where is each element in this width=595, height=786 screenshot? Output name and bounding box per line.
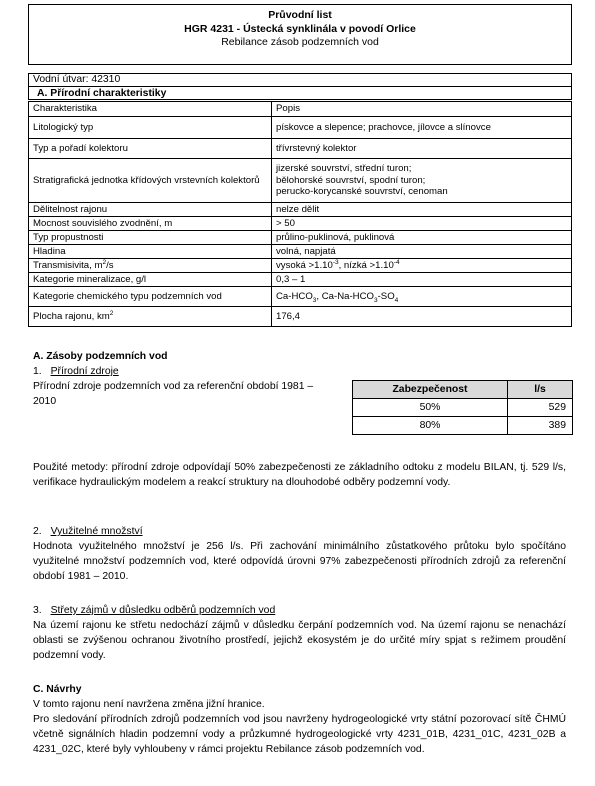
subsection-number: 3. <box>33 605 42 616</box>
table-row <box>353 399 573 417</box>
table-row <box>353 417 573 435</box>
row-value: 0,3 – 1 <box>272 273 572 287</box>
superscript: 2 <box>109 309 114 317</box>
table-row <box>29 231 572 245</box>
table-row <box>29 117 572 139</box>
table-header-row <box>353 381 573 399</box>
row-value <box>272 159 572 203</box>
row-label: Kategorie mineralizace, g/l <box>29 273 272 287</box>
prirodni-zdroje-text: Přírodní zdroje podzemních vod za referenční období 1981 – 2010 <box>33 381 314 407</box>
value-text: -SO <box>377 290 395 302</box>
subsection-title: Střety zájmů v důsledku odběrů podzemních vod <box>50 605 276 616</box>
row-label: Stratigrafická jednotka křídových vrstevních kolektorů <box>29 159 272 203</box>
row-label <box>29 259 272 273</box>
row-label: Kategorie chemického typu podzemních vod <box>29 287 272 307</box>
section-zasoby-heading: A. Zásoby podzemních vod <box>33 351 168 362</box>
row-value: volná, napjatá <box>272 245 572 259</box>
header-cell: Popis <box>272 102 572 117</box>
row-value <box>272 287 572 307</box>
table-row <box>29 307 572 327</box>
row-label <box>29 307 272 327</box>
table-row <box>29 259 572 273</box>
table-row <box>29 159 572 203</box>
value-text: Ca-HCO <box>276 290 313 302</box>
subsection-1-heading <box>33 364 119 379</box>
row-value: pískovce a slepence; prachovce, jílovce a slínovce <box>272 117 572 139</box>
strety-text: Na území rajonu ke střetu nedochází zájmů v důsledku čerpání podzemních vod. Na území rajonu se nenachází oblasti se zvýšenou ochranou životního prostředí, jejichž ekosystém je do určité míry spjat s režimem proudění podzemní vody. <box>33 620 566 661</box>
subscript: 3 <box>312 296 317 304</box>
header-cell: l/s <box>508 381 573 399</box>
subscript: 4 <box>394 296 399 304</box>
row-value: 176,4 <box>272 307 572 327</box>
section-a-title: A. Přírodní charakteristiky <box>28 86 572 100</box>
row-value: > 50 <box>272 217 572 231</box>
subsection-2-heading <box>33 524 143 539</box>
table-header-row <box>29 102 572 117</box>
row-value <box>272 259 572 273</box>
cell-value: 389 <box>508 417 573 435</box>
label-text: Transmisivita, m <box>33 259 103 271</box>
subsection-title: Využitelné množství <box>50 526 143 537</box>
zabezpecenost-table <box>352 380 573 435</box>
title-box <box>28 4 572 65</box>
row-label: Litologický typ <box>29 117 272 139</box>
table-row <box>29 273 572 287</box>
cell-value: 529 <box>508 399 573 417</box>
navrhy-line: V tomto rajonu není navržena změna jižní hranice. <box>33 699 265 710</box>
document-title: Průvodní list <box>268 9 332 21</box>
value-text: , nízká >1.10 <box>338 259 394 271</box>
header-cell: Charakteristika <box>29 102 272 117</box>
header-cell: Zabezpečenost <box>353 381 508 399</box>
table-row <box>29 203 572 217</box>
row-value: třívrstevný kolektor <box>272 139 572 159</box>
subsection-number: 2. <box>33 526 42 537</box>
vyuzitelne-text: Hodnota využitelného množství je 256 l/s. Při zachování minimálního zůstatkového průtoku bylo spočítáno využitelné množství podzemních vod, které odpovídá úrovni 97% zabezpečenosti přírodních zdrojů za referenční období 1981 – 2010. <box>33 541 566 582</box>
label-text: Plocha rajonu, km <box>33 310 110 322</box>
value-line: jizerské souvrství, střední turon; <box>276 163 412 175</box>
superscript: 2 <box>102 258 107 266</box>
value-line: bělohorské souvrství, spodní turon; <box>276 174 426 186</box>
subsection-3-heading <box>33 603 275 618</box>
cell-zabezpecenost: 80% <box>353 417 508 435</box>
table-row <box>29 245 572 259</box>
row-label: Hladina <box>29 245 272 259</box>
table-row <box>29 139 572 159</box>
value-text: vysoká >1.10 <box>276 259 333 271</box>
superscript: -3 <box>332 258 339 266</box>
label-text: /s <box>106 259 114 271</box>
row-label: Typ propustnosti <box>29 231 272 245</box>
subsection-number: 1. <box>33 366 42 377</box>
characteristics-table <box>28 101 572 327</box>
document-subtitle: HGR 4231 - Ústecká synklinála v povodí Orlice <box>184 22 416 35</box>
section-navrhy-heading: C. Návrhy <box>33 684 82 695</box>
row-label: Mocnost souvislého zvodnění, m <box>29 217 272 231</box>
value-text: , Ca-Na-HCO <box>316 290 374 302</box>
project-name: Rebilance zásob podzemních vod <box>221 36 379 48</box>
table-row <box>29 287 572 307</box>
vodni-utvar: Vodní útvar: 42310 <box>28 73 572 86</box>
methods-text: Použité metody: přírodní zdroje odpovídají 50% zabezpečenosti ze základního odtoku z modelu BILAN, tj. 529 l/s, verifikace hydraulickým modelem a reakcí struktury na dlouhodobé odběry podzemní vody. <box>33 462 566 488</box>
cell-zabezpecenost: 50% <box>353 399 508 417</box>
subsection-title: Přírodní zdroje <box>50 366 119 377</box>
row-label: Dělitelnost rajonu <box>29 203 272 217</box>
value-line: perucko-korycanské souvrství, cenoman <box>276 186 448 198</box>
row-value: nelze dělit <box>272 203 572 217</box>
navrhy-text: Pro sledování přírodních zdrojů podzemních vod jsou navrženy hydrogeologické vrty státní pozorovací sítě ČHMÚ včetně signálních hladin podzemní vody a průzkumné hydrogeologické vrty 4231_01B, 4231_01C, 4231_02B a 4231_02C, které byly vyhloubeny v rámci projektu Rebilance zásob podzemních vod. <box>33 714 566 755</box>
row-value: průlino-puklinová, puklinová <box>272 231 572 245</box>
superscript: -4 <box>393 258 400 266</box>
row-label: Typ a pořadí kolektoru <box>29 139 272 159</box>
table-row <box>29 217 572 231</box>
subscript: 3 <box>373 296 378 304</box>
